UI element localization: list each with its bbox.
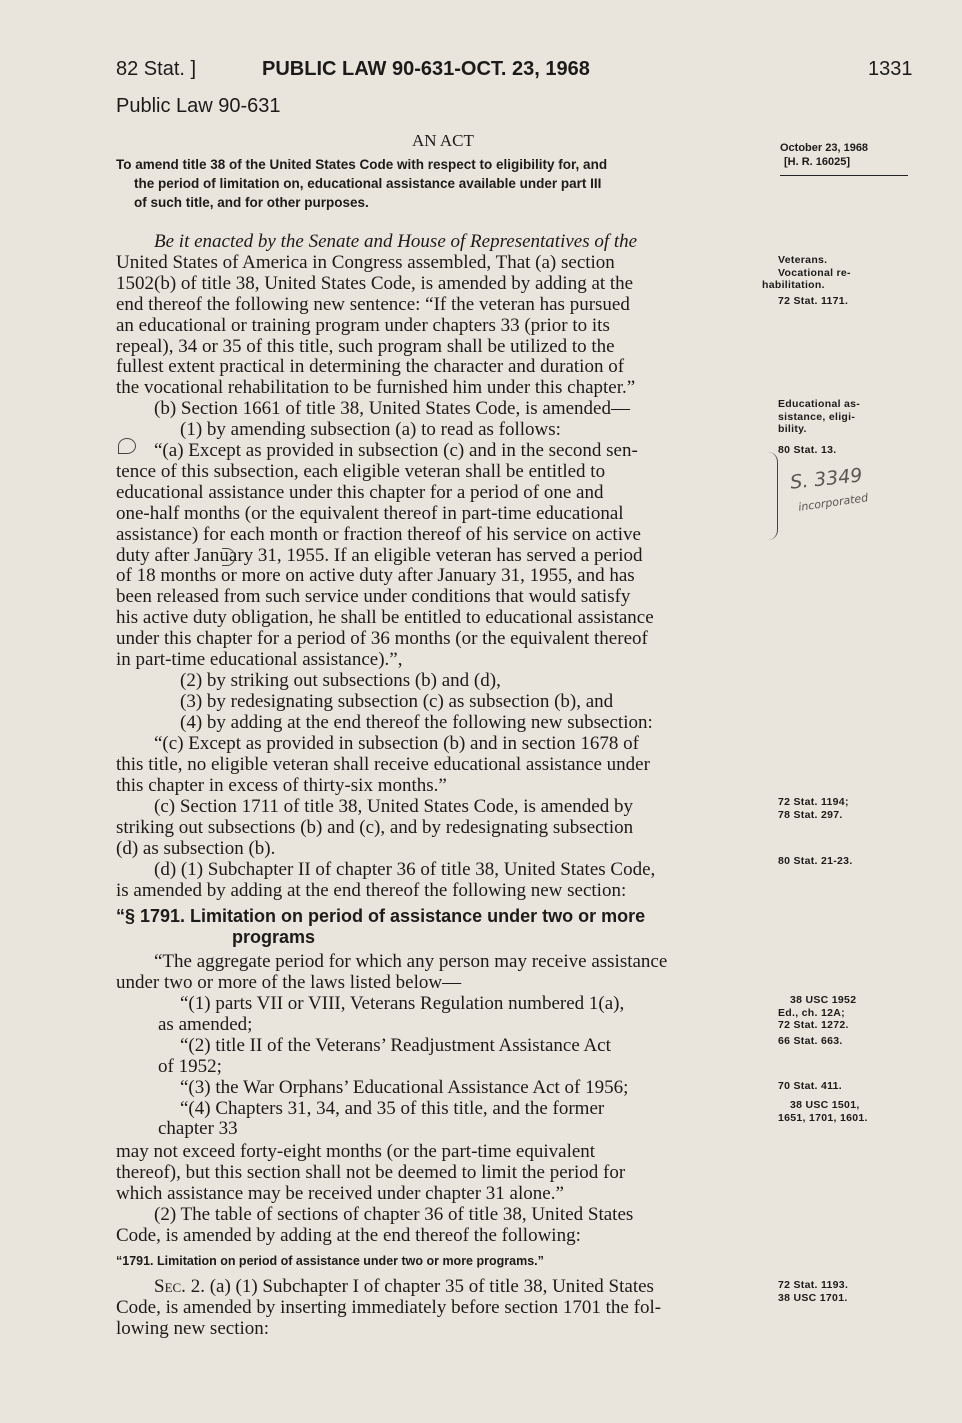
margin-note-stat-1171: 72 Stat. 1171.: [778, 295, 849, 307]
header-page-number: 1331: [868, 58, 913, 80]
note-line: Vocational re-: [778, 266, 851, 279]
text-line: assistance) for each month or fraction thereof of his service on active: [116, 523, 641, 545]
note-line: 38 USC 1701.: [778, 1291, 848, 1304]
note-line: 38 USC 1952: [790, 994, 857, 1006]
text-line: “(1) parts VII or VIII, Veterans Regulation numbered 1(a),: [180, 993, 625, 1014]
text-line: programs: [232, 926, 316, 947]
margin-note-veterans: [762, 254, 851, 292]
text-line: the vocational rehabilitation to be furnished him under this chapter.”: [116, 377, 636, 399]
text-line: (d) (1) Subchapter II of chapter 36 of title 38, United States Code,: [154, 859, 656, 880]
text-line: may not exceed forty-eight months (or the part-time equivalent: [116, 1141, 596, 1162]
header-stat: 82 Stat. ]: [116, 58, 197, 80]
note-line: 72 Stat. 1193.: [778, 1279, 849, 1291]
header-title: PUBLIC LAW 90-631-OCT. 23, 1968: [262, 58, 590, 80]
text-line: under two or more of the laws listed below—: [116, 971, 462, 993]
handwritten-bill-note: S. 3349: [789, 464, 864, 494]
section-c: [116, 797, 771, 860]
purpose-line: the period of limitation on, educational assistance available under part III: [134, 176, 602, 191]
text-line: “(c) Except as provided in subsection (b) and in section 1678 of: [154, 733, 639, 754]
handwritten-brace: [765, 452, 778, 540]
note-line: bility.: [778, 423, 807, 435]
text-line: “§ 1791. Limitation on period of assistance under two or more: [116, 906, 646, 926]
section-2: [116, 1277, 771, 1340]
note-line: 78 Stat. 297.: [778, 808, 843, 821]
aggregate-paragraph: [116, 952, 771, 994]
text-line: (2) The table of sections of chapter 36 of title 38, United States: [154, 1204, 634, 1225]
text-line: which assistance may be received under chapter 31 alone.”: [116, 1182, 564, 1204]
note-line: habilitation.: [762, 279, 825, 291]
subsection-c-text: [116, 734, 771, 797]
note-line: Ed., ch. 12A;: [778, 1006, 845, 1019]
margin-note-usc-1952: [778, 994, 856, 1032]
act-label: AN ACT: [412, 131, 474, 150]
text-line: Code, is amended by adding at the end thereof the following:: [116, 1224, 581, 1246]
note-line: 1651, 1701, 1601.: [778, 1111, 868, 1124]
text-line: an educational or training program under chapters 33 (prior to its: [116, 314, 610, 336]
text-line: fullest extent practical in determining the character and duration of: [116, 356, 625, 378]
margin-note-stat-663: 66 Stat. 663.: [778, 1035, 843, 1047]
text-line: is amended by adding at the end thereof the following new section:: [116, 879, 627, 901]
section-d: [116, 860, 771, 902]
law-label: Public Law 90-631: [116, 95, 281, 117]
enacting-clause: [116, 232, 771, 399]
approval-date: October 23, 1968: [780, 142, 869, 154]
amendment-items: [116, 671, 771, 734]
text-line: (2) by striking out subsections (b) and (d),: [180, 670, 501, 691]
text-line: end thereof the following new sentence: “If the veteran has pursued: [116, 293, 630, 315]
text-line: educational assistance under this chapter for a period of one and: [116, 481, 604, 503]
text-line: of 1952;: [158, 1055, 222, 1077]
date-box: [780, 141, 908, 176]
text-line: as amended;: [158, 1013, 253, 1035]
margin-note-usc-1501: [778, 1099, 868, 1124]
text-line: tence of this subsection, each eligible veteran shall be entitled to: [116, 460, 606, 482]
text-line: been released from such service under conditions that would satisfy: [116, 586, 631, 608]
text-line: Be it enacted by the Senate and House of Representatives of the: [154, 231, 638, 252]
text-line: “(4) Chapters 31, 34, and 35 of this title, and the former: [180, 1097, 605, 1119]
text-line: “(3) the War Orphans’ Educational Assistance Act of 1956;: [180, 1076, 629, 1098]
may-not-paragraph: [116, 1142, 771, 1205]
margin-note-stat-1193: [778, 1279, 848, 1304]
bill-number: [H. R. 16025]: [784, 156, 851, 168]
margin-note-stat-411: 70 Stat. 411.: [778, 1080, 843, 1092]
laws-list: [116, 994, 771, 1140]
text-line: “(a) Except as provided in subsection (c) and in the second sen-: [154, 440, 638, 461]
margin-note-educational: [778, 398, 860, 436]
note-line: 72 Stat. 1272.: [778, 1019, 849, 1031]
text-line: under this chapter for a period of 36 months (or the equivalent thereof: [116, 628, 648, 650]
text-line: repeal), 34 or 35 of this title, such program shall be utilized to the: [116, 335, 615, 357]
margin-note-stat-1194: [778, 796, 849, 821]
text-line: (b) Section 1661 of title 38, United States Code, is amended—: [154, 398, 630, 419]
text-line: (d) as subsection (b).: [116, 837, 276, 859]
text-line: one-half months (or the equivalent thereof in part-time educational: [116, 502, 624, 524]
purpose-line: To amend title 38 of the United States Code with respect to eligibility for, and: [116, 157, 608, 172]
text-line: in part-time educational assistance).”,: [116, 649, 403, 671]
text-line: his active duty obligation, he shall be entitled to educational assistance: [116, 607, 654, 629]
margin-note-stat-13: 80 Stat. 13.: [778, 444, 837, 456]
text-line: United States of America in Congress assembled, That (a) section: [116, 251, 615, 273]
subsection-a-text: [116, 441, 771, 671]
table-paragraph: [116, 1205, 771, 1247]
text-line: thereof), but this section shall not be deemed to limit the period for: [116, 1161, 626, 1183]
text-line: 1502(b) of title 38, United States Code, is amended by adding at the: [116, 272, 634, 294]
text-line: (3) by redesignating subsection (c) as subsection (b), and: [180, 690, 614, 712]
text-line: this chapter in excess of thirty-six months.”: [116, 774, 447, 796]
margin-note-stat-2123: 80 Stat. 21-23.: [778, 855, 853, 867]
note-line: 72 Stat. 1194;: [778, 796, 849, 808]
text-line: (c) Section 1711 of title 38, United States Code, is amended by: [154, 796, 633, 817]
text-line: duty after January 31, 1955. If an eligible veteran has served a period: [116, 544, 643, 566]
text-line: (4) by adding at the end thereof the following new subsection:: [180, 711, 653, 733]
text-line: “(2) title II of the Veterans’ Readjustment Assistance Act: [180, 1034, 611, 1056]
note-line: 38 USC 1501,: [790, 1099, 860, 1111]
text-line: striking out subsections (b) and (c), and by redesignating subsection: [116, 816, 634, 838]
table-entry: “1791. Limitation on period of assistance under two or more programs.”: [116, 1254, 544, 1268]
section-1791-heading: [116, 906, 771, 948]
note-line: Veterans.: [778, 254, 828, 266]
section-b: [116, 399, 771, 441]
text-line: (1) by amending subsection (a) to read as follows:: [180, 418, 561, 440]
handwritten-incorporated-note: incorporated: [797, 491, 869, 514]
text-line: chapter 33: [158, 1118, 238, 1140]
text-line: of 18 months or more on active duty after January 31, 1955, and has: [116, 565, 635, 587]
section-marker: Sec.: [154, 1276, 186, 1297]
text-line: lowing new section:: [116, 1317, 270, 1339]
text-line: “The aggregate period for which any person may receive assistance: [154, 951, 668, 972]
note-line: sistance, eligi-: [778, 410, 856, 423]
text-line: Sec. 2. (a) (1) Subchapter I of chapter 35 of title 38, United States: [154, 1276, 654, 1297]
text-line: Code, is amended by inserting immediately before section 1701 the fol-: [116, 1296, 662, 1318]
note-line: Educational as-: [778, 398, 861, 410]
text-line: this title, no eligible veteran shall receive educational assistance under: [116, 753, 650, 775]
purpose-line: of such title, and for other purposes.: [134, 195, 369, 210]
purpose-clause: [116, 155, 776, 212]
